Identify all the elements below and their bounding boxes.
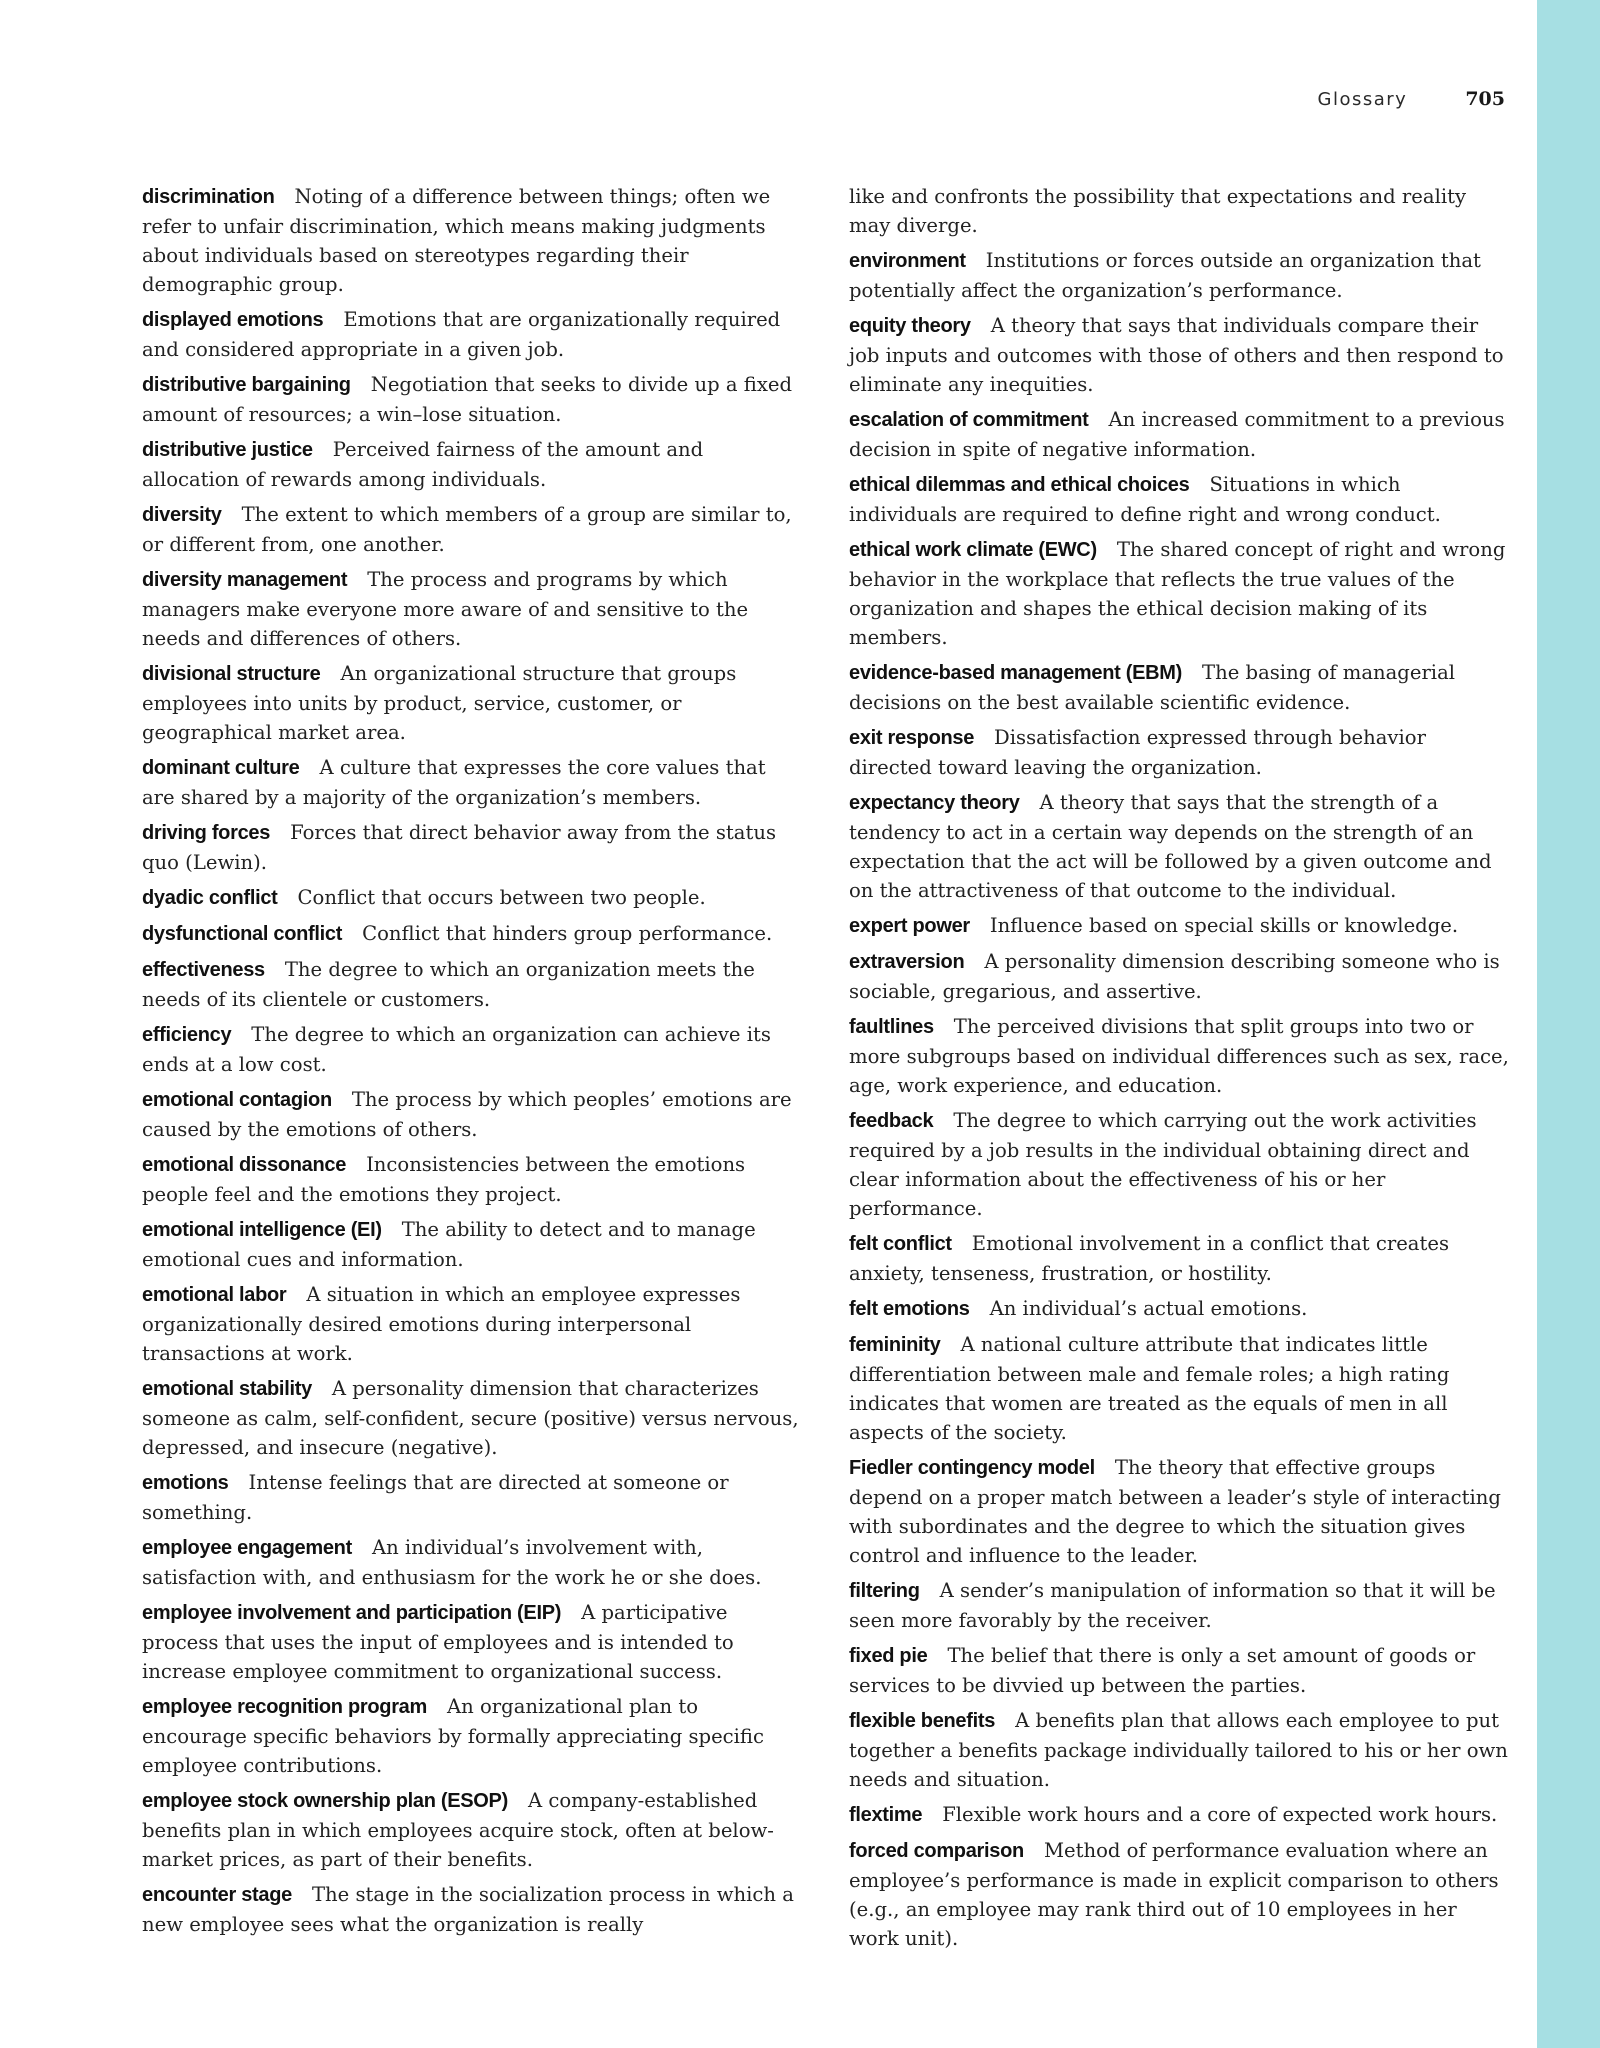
glossary-definition: An individual’s actual emotions. (989, 1297, 1308, 1320)
glossary-definition: The basing of managerial decisions on the best available scientific evidence. (849, 661, 1456, 714)
glossary-term: flexible benefits (849, 1710, 996, 1732)
glossary-definition: A benefits plan that allows each employee to put together a benefits package individually tailored to his or her own needs and situation. (849, 1709, 1508, 1791)
glossary-definition: The stage in the socialization process in which a new employee sees what the organization is really (142, 1883, 794, 1936)
glossary-entry (142, 955, 803, 1014)
glossary-column-left (142, 182, 803, 1945)
glossary-term: expectancy theory (849, 792, 1020, 814)
glossary-entry (849, 1453, 1510, 1570)
glossary-definition: A theory that says that individuals compare their job inputs and outcomes with those of others and then respond to eliminate any inequities. (849, 314, 1504, 396)
glossary-entry (849, 911, 1510, 941)
glossary-definition: Emotions that are organizationally required and considered appropriate in a given job. (142, 308, 781, 361)
glossary-entry (142, 1150, 803, 1209)
glossary-term: displayed emotions (142, 309, 324, 331)
glossary-entry (142, 919, 803, 949)
glossary-entry (142, 565, 803, 653)
glossary-entry (142, 370, 803, 429)
glossary-term: Fiedler contingency model (849, 1457, 1095, 1479)
glossary-entry (142, 182, 803, 299)
glossary-entry (142, 1880, 803, 1939)
glossary-term: expert power (849, 915, 970, 937)
glossary-term: discrimination (142, 186, 275, 208)
glossary-definition: Conflict that hinders group performance. (362, 922, 773, 945)
glossary-entry (142, 1786, 803, 1874)
glossary-definition: The process and programs by which managers make everyone more aware of and sensitive to the needs and differences of others. (142, 568, 749, 650)
glossary-entry (142, 818, 803, 877)
glossary-definition: Conflict that occurs between two people. (297, 886, 706, 909)
glossary-definition: Perceived fairness of the amount and allocation of rewards among individuals. (142, 438, 704, 491)
glossary-definition: The degree to which an organization meets the needs of its clientele or customers. (142, 958, 755, 1011)
running-header (1318, 88, 1505, 110)
glossary-definition: like and confronts the possibility that expectations and reality may diverge. (849, 185, 1467, 237)
glossary-term: distributive bargaining (142, 374, 351, 396)
glossary-definition: Intense feelings that are directed at someone or something. (142, 1471, 729, 1524)
glossary-entry (142, 883, 803, 913)
glossary-term: emotional intelligence (EI) (142, 1219, 382, 1241)
glossary-column-right (849, 182, 1510, 1959)
glossary-definition: A theory that says that the strength of a tendency to act in a certain way depends on the strength of an expectation that the act will be followed by a given outcome and on the attractiveness of that outcome to the individual. (849, 791, 1492, 902)
glossary-entry (142, 500, 803, 559)
glossary-entry (142, 1468, 803, 1527)
glossary-definition: The degree to which an organization can achieve its ends at a low cost. (142, 1023, 771, 1076)
glossary-definition: A culture that expresses the core values that are shared by a majority of the organization’s members. (142, 756, 766, 809)
glossary-entry (849, 1836, 1510, 1953)
glossary-term: forced comparison (849, 1840, 1024, 1862)
glossary-term: emotions (142, 1472, 229, 1494)
glossary-entry (849, 1576, 1510, 1635)
glossary-entry (142, 1020, 803, 1079)
glossary-term: effectiveness (142, 959, 265, 981)
glossary-entry (849, 405, 1510, 464)
glossary-definition: An increased commitment to a previous decision in spite of negative information. (849, 408, 1505, 461)
glossary-term: diversity (142, 504, 222, 526)
glossary-definition: Method of performance evaluation where an employee’s performance is made in explicit comparison to others (e.g., an employee may rank third out of 10 employees in her work unit). (849, 1839, 1499, 1950)
glossary-entry (849, 1330, 1510, 1447)
glossary-definition: The extent to which members of a group are similar to, or different from, one another. (142, 503, 792, 556)
glossary-definition: A company-established benefits plan in which employees acquire stock, often at below-market prices, as part of their benefits. (142, 1789, 774, 1871)
glossary-entry (849, 788, 1510, 905)
glossary-term: dyadic conflict (142, 887, 278, 909)
glossary-definition: An organizational plan to encourage specific behaviors by formally appreciating specific employee contributions. (142, 1695, 764, 1777)
glossary-definition: Dissatisfaction expressed through behavior directed toward leaving the organization. (849, 726, 1426, 779)
glossary-definition: Inconsistencies between the emotions people feel and the emotions they project. (142, 1153, 746, 1206)
glossary-definition: A participative process that uses the input of employees and is intended to increase employee commitment to organizational success. (142, 1601, 734, 1683)
glossary-definition: Forces that direct behavior away from the status quo (Lewin). (142, 821, 777, 874)
glossary-definition: A personality dimension that characterizes someone as calm, self-confident, secure (positive) versus nervous, depressed, and insecure (negative). (142, 1377, 799, 1459)
glossary-entry (142, 1374, 803, 1462)
glossary-term: evidence-based management (EBM) (849, 662, 1183, 684)
glossary-term: felt emotions (849, 1298, 970, 1320)
glossary-definition: The degree to which carrying out the work activities required by a job results in the individual obtaining direct and clear information about the effectiveness of his or her performance. (849, 1109, 1477, 1220)
glossary-term: emotional stability (142, 1378, 312, 1400)
glossary-definition: Situations in which individuals are required to define right and wrong conduct. (849, 473, 1441, 526)
glossary-definition: The theory that effective groups depend on a proper match between a leader’s style of interacting with subordinates and the degree to which the situation gives control and influence to the leader. (849, 1456, 1501, 1567)
glossary-entry (142, 753, 803, 812)
glossary-term: employee stock ownership plan (ESOP) (142, 1790, 508, 1812)
glossary-definition: The perceived divisions that split groups into two or more subgroups based on individual differences such as sex, race, age, work experience, and education. (849, 1015, 1509, 1097)
glossary-definition: Emotional involvement in a conflict that creates anxiety, tenseness, frustration, or hostility. (849, 1232, 1450, 1285)
glossary-definition: Negotiation that seeks to divide up a fixed amount of resources; a win–lose situation. (142, 373, 793, 426)
glossary-entry (142, 435, 803, 494)
glossary-entry (142, 1085, 803, 1144)
glossary-term: dysfunctional conflict (142, 923, 343, 945)
glossary-entry (849, 1800, 1510, 1830)
page-edge-tab (1537, 0, 1600, 2048)
section-title: Glossary (1317, 89, 1408, 110)
glossary-definition: Noting of a difference between things; often we refer to unfair discrimination, which means making judgments about individuals based on stereotypes regarding their demographic group. (142, 185, 771, 296)
glossary-term: escalation of commitment (849, 409, 1089, 431)
glossary-term: employee recognition program (142, 1696, 427, 1718)
page-number: 705 (1465, 88, 1505, 110)
glossary-definition: A sender’s manipulation of information so that it will be seen more favorably by the receiver. (849, 1579, 1496, 1632)
glossary-definition: The process by which peoples’ emotions are caused by the emotions of others. (142, 1088, 792, 1141)
glossary-term: ethical work climate (EWC) (849, 539, 1097, 561)
glossary-term: extraversion (849, 951, 965, 973)
glossary-term: encounter stage (142, 1884, 292, 1906)
glossary-entry (849, 1294, 1510, 1324)
glossary-term: emotional contagion (142, 1089, 332, 1111)
glossary-term: flextime (849, 1804, 923, 1826)
glossary-term: emotional dissonance (142, 1154, 347, 1176)
glossary-term: divisional structure (142, 663, 321, 685)
glossary-term: diversity management (142, 569, 348, 591)
glossary-entry (142, 1692, 803, 1780)
glossary-definition: A personality dimension describing someone who is sociable, gregarious, and assertive. (849, 950, 1500, 1003)
glossary-definition: Institutions or forces outside an organization that potentially affect the organization’s performance. (849, 249, 1481, 302)
glossary-entry (142, 1215, 803, 1274)
glossary-entry (142, 1533, 803, 1592)
glossary-definition: The belief that there is only a set amount of goods or services to be divvied up between the parties. (849, 1644, 1476, 1697)
glossary-entry (142, 305, 803, 364)
glossary-definition: A situation in which an employee expresses organizationally desired emotions during interpersonal transactions at work. (142, 1283, 741, 1365)
glossary-term: exit response (849, 727, 975, 749)
glossary-term: efficiency (142, 1024, 232, 1046)
glossary-entry (849, 1229, 1510, 1288)
glossary-entry (849, 535, 1510, 652)
glossary-entry (849, 658, 1510, 717)
glossary-entry (849, 1641, 1510, 1700)
glossary-term: filtering (849, 1580, 920, 1602)
glossary-entry (849, 1012, 1510, 1100)
glossary-entry (142, 659, 803, 747)
glossary-term: employee involvement and participation (EIP) (142, 1602, 562, 1624)
glossary-term: emotional labor (142, 1284, 287, 1306)
glossary-entry (849, 1706, 1510, 1794)
glossary-term: feedback (849, 1110, 934, 1132)
glossary-entry (849, 1106, 1510, 1223)
glossary-term: equity theory (849, 315, 971, 337)
glossary-term: distributive justice (142, 439, 313, 461)
glossary-entry (849, 311, 1510, 399)
glossary-term: faultlines (849, 1016, 934, 1038)
glossary-term: dominant culture (142, 757, 300, 779)
glossary-term: employee engagement (142, 1537, 352, 1559)
glossary-entry (849, 947, 1510, 1006)
glossary-term: fixed pie (849, 1645, 928, 1667)
glossary-entry (849, 470, 1510, 529)
glossary-definition: An organizational structure that groups employees into units by product, service, customer, or geographical market area. (142, 662, 737, 744)
glossary-definition: A national culture attribute that indicates little differentiation between male and female roles; a high rating indicates that women are treated as the equals of men in all aspects of the society. (849, 1333, 1450, 1444)
glossary-entry (849, 723, 1510, 782)
glossary-entry (849, 246, 1510, 305)
glossary-term: driving forces (142, 822, 271, 844)
glossary-definition: An individual’s involvement with, satisfaction with, and enthusiasm for the work he or she does. (142, 1536, 762, 1589)
glossary-term: femininity (849, 1334, 941, 1356)
glossary-definition: Influence based on special skills or knowledge. (989, 914, 1459, 937)
glossary-term: felt conflict (849, 1233, 952, 1255)
glossary-entry (142, 1280, 803, 1368)
glossary-entry (849, 182, 1510, 240)
glossary-term: environment (849, 250, 966, 272)
glossary-term: ethical dilemmas and ethical choices (849, 474, 1190, 496)
glossary-definition: The shared concept of right and wrong behavior in the workplace that reflects the true values of the organization and shapes the ethical decision making of its members. (849, 538, 1506, 649)
glossary-definition: The ability to detect and to manage emotional cues and information. (142, 1218, 756, 1271)
glossary-entry (142, 1598, 803, 1686)
glossary-definition: Flexible work hours and a core of expected work hours. (942, 1803, 1498, 1826)
